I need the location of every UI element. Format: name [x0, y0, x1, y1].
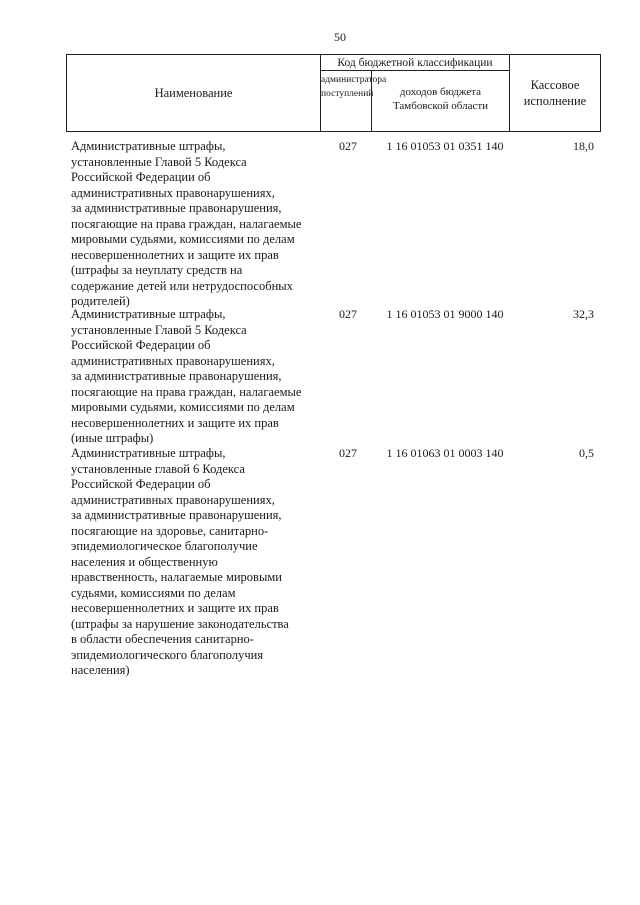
- row-name: [71, 446, 331, 679]
- row-name: [71, 139, 331, 310]
- row-name-line: эпидемиологическое благополучие: [71, 539, 258, 553]
- row-name-line: (иные штрафы): [71, 431, 154, 445]
- header-income-cell: [371, 70, 510, 132]
- row-name-line: (штрафы за нарушение законодательства: [71, 616, 289, 631]
- row-admin-code: 027: [339, 307, 357, 321]
- row-name-line: посягающие на права граждан, налагаемые: [71, 216, 302, 231]
- header-execution-line-2: исполнение: [523, 94, 587, 108]
- header-name-label: Наименование: [154, 85, 233, 100]
- row-income-code: 1 16 01053 01 9000 140: [386, 307, 504, 321]
- page-number: 50: [334, 30, 346, 44]
- header-admin-cell: [320, 70, 387, 132]
- header-income-line-2: Тамбовской области: [392, 100, 489, 112]
- header-admin-line-1: администратора: [321, 75, 387, 85]
- row-name: [71, 307, 331, 447]
- row-name-line: несовершеннолетних и защите их прав: [71, 247, 279, 262]
- row-name-line: Административные штрафы,: [71, 446, 226, 460]
- row-name-line: посягающие на права граждан, налагаемые: [71, 384, 302, 399]
- row-name-line: населения и общественную: [71, 554, 218, 569]
- row-name-line: несовершеннолетних и защите их прав: [71, 415, 279, 430]
- row-name-line: нравственность, налагаемые мировыми: [71, 570, 282, 584]
- row-admin-code: 027: [339, 139, 357, 153]
- row-name-line: Административные штрафы,: [71, 307, 226, 321]
- row-name-line: установленные Главой 5 Кодекса: [71, 154, 247, 169]
- row-name-line: установленные главой 6 Кодекса: [71, 461, 245, 476]
- row-name-line: за административные правонарушения,: [71, 201, 282, 215]
- row-income-code: 1 16 01053 01 0351 140: [386, 139, 504, 153]
- row-name-line: населения): [71, 663, 130, 677]
- row-name-line: эпидемиологического благополучия: [71, 647, 264, 662]
- row-name-line: несовершеннолетних и защите их прав: [71, 601, 279, 615]
- header-execution-cell: [509, 54, 601, 132]
- row-name-line: установленные Главой 5 Кодекса: [71, 322, 247, 337]
- row-name-line: Российской Федерации об: [71, 170, 211, 184]
- header-name-cell: [66, 54, 321, 132]
- header-execution-line-1: Кассовое: [530, 78, 580, 92]
- row-income-code: 1 16 01063 01 0003 140: [386, 446, 504, 460]
- header-code-group-cell: [320, 54, 510, 71]
- row-name-line: Российской Федерации об: [71, 338, 211, 352]
- row-name-line: содержание детей или нетрудоспособных: [71, 278, 293, 293]
- row-name-line: мировыми судьями, комиссиями по делам: [71, 232, 295, 246]
- row-execution-value: 0,5: [579, 446, 594, 460]
- row-name-line: Административные штрафы,: [71, 139, 226, 153]
- header-income-line-1: доходов бюджета: [399, 86, 482, 98]
- row-name-line: за административные правонарушения,: [71, 369, 282, 383]
- row-name-line: родителей): [71, 294, 130, 308]
- row-name-line: посягающие на здоровье, санитарно-: [71, 523, 269, 538]
- row-name-line: (штрафы за неуплату средств на: [71, 263, 243, 277]
- row-execution-value: 32,3: [573, 307, 594, 321]
- row-name-line: Российской Федерации об: [71, 477, 211, 491]
- row-name-line: за административные правонарушения,: [71, 508, 282, 522]
- row-admin-code: 027: [339, 446, 357, 460]
- header-admin-line-2: поступлений: [321, 89, 374, 99]
- header-code-group-label: Код бюджетной классификации: [337, 56, 493, 69]
- row-name-line: административных правонарушениях,: [71, 492, 275, 507]
- row-name-line: административных правонарушениях,: [71, 185, 275, 200]
- row-name-line: в области обеспечения санитарно-: [71, 632, 254, 646]
- row-execution-value: 18,0: [573, 139, 594, 153]
- row-name-line: судьями, комиссиями по делам: [71, 585, 236, 600]
- row-name-line: мировыми судьями, комиссиями по делам: [71, 400, 295, 414]
- row-name-line: административных правонарушениях,: [71, 353, 275, 368]
